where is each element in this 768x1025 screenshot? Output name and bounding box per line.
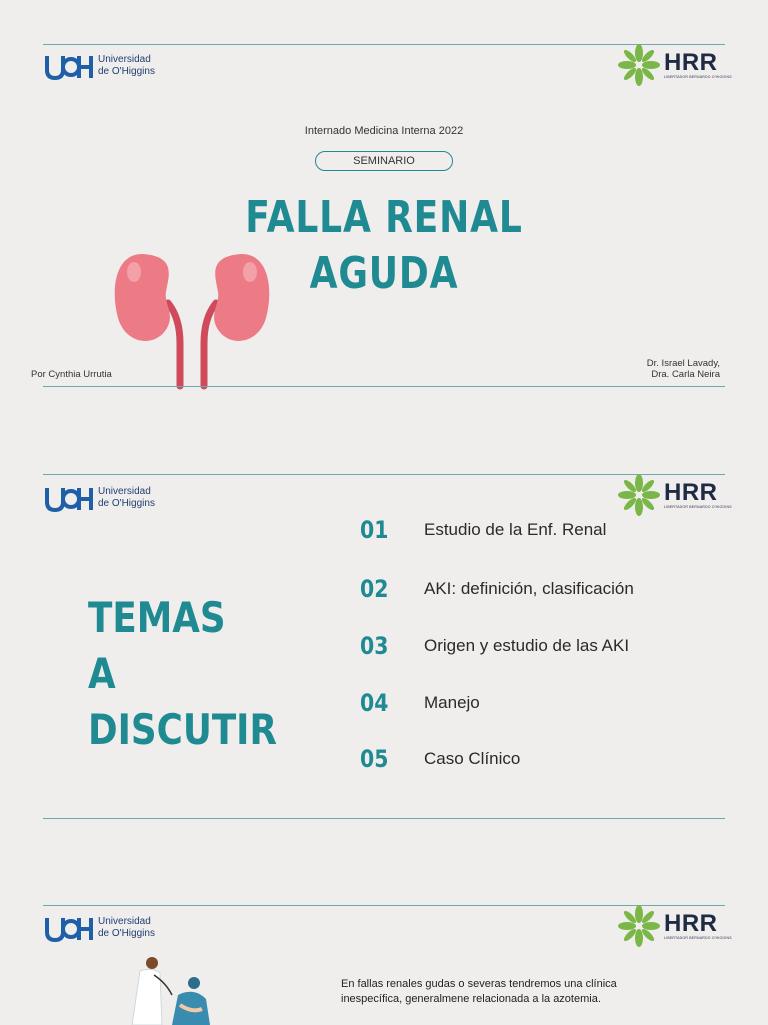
hrr-logo	[618, 44, 732, 86]
agenda-number: 05	[360, 745, 389, 773]
author: Por Cynthia Urrutia	[31, 369, 112, 380]
agenda-item	[360, 683, 720, 723]
doctor-patient-illustration	[110, 955, 220, 1025]
uoh-name: Universidad de O'Higgins	[98, 486, 155, 509]
slide-agenda	[0, 430, 768, 850]
uoh-logo	[45, 914, 155, 942]
slide-title	[0, 0, 768, 420]
uoh-mark-icon	[45, 914, 93, 942]
bottom-rule	[43, 386, 725, 387]
hrr-flower-icon	[618, 44, 660, 86]
slide-content	[0, 860, 768, 1024]
hrr-flower-icon	[618, 905, 660, 947]
agenda-label: Estudio de la Enf. Renal	[424, 520, 607, 539]
agenda-item	[360, 569, 720, 609]
agenda-title: TEMAS A DISCUTIR	[88, 593, 277, 754]
uoh-mark-icon	[45, 52, 93, 80]
uoh-logo	[45, 52, 155, 80]
advisors: Dr. Israel Lavady, Dra. Carla Neira	[646, 358, 720, 380]
agenda-number: 01	[360, 516, 389, 544]
uoh-name: Universidad de O'Higgins	[98, 916, 155, 939]
bottom-rule	[43, 818, 725, 819]
agenda-item	[360, 626, 720, 666]
agenda-label: Manejo	[424, 693, 480, 712]
hrr-logo	[618, 905, 732, 947]
uoh-name: Universidad de O'Higgins	[98, 54, 155, 77]
hrr-letters: HRR	[664, 909, 718, 937]
agenda-label: Origen y estudio de las AKI	[424, 636, 630, 655]
agenda-number: 02	[360, 575, 389, 603]
presentation-title: FALLA RENAL AGUDA	[245, 192, 523, 299]
agenda-item	[360, 739, 720, 779]
course-kicker: Internado Medicina Interna 2022	[304, 125, 464, 137]
agenda-label: AKI: definición, clasificación	[424, 579, 634, 598]
agenda-label: Caso Clínico	[424, 749, 521, 768]
kidneys-icon	[108, 248, 276, 390]
agenda-item	[360, 510, 720, 550]
seminar-pill: SEMINARIO	[315, 151, 453, 171]
hrr-subtitle: LIBERTADOR BERNARDO O'HIGGINS	[664, 504, 732, 509]
hrr-letters: HRR	[664, 48, 718, 76]
agenda-number: 04	[360, 689, 389, 717]
content-paragraph: En fallas renales gudas o severas tendremos una clínica inespecífica, generalmene relacionada a la azotemia.	[341, 978, 617, 1005]
uoh-logo	[45, 484, 155, 512]
uoh-mark-icon	[45, 484, 93, 512]
hrr-letters: HRR	[664, 478, 718, 506]
hrr-subtitle: LIBERTADOR BERNARDO O'HIGGINS	[664, 935, 732, 940]
agenda-number: 03	[360, 632, 389, 660]
hrr-subtitle: LIBERTADOR BERNARDO O'HIGGINS	[664, 74, 732, 79]
